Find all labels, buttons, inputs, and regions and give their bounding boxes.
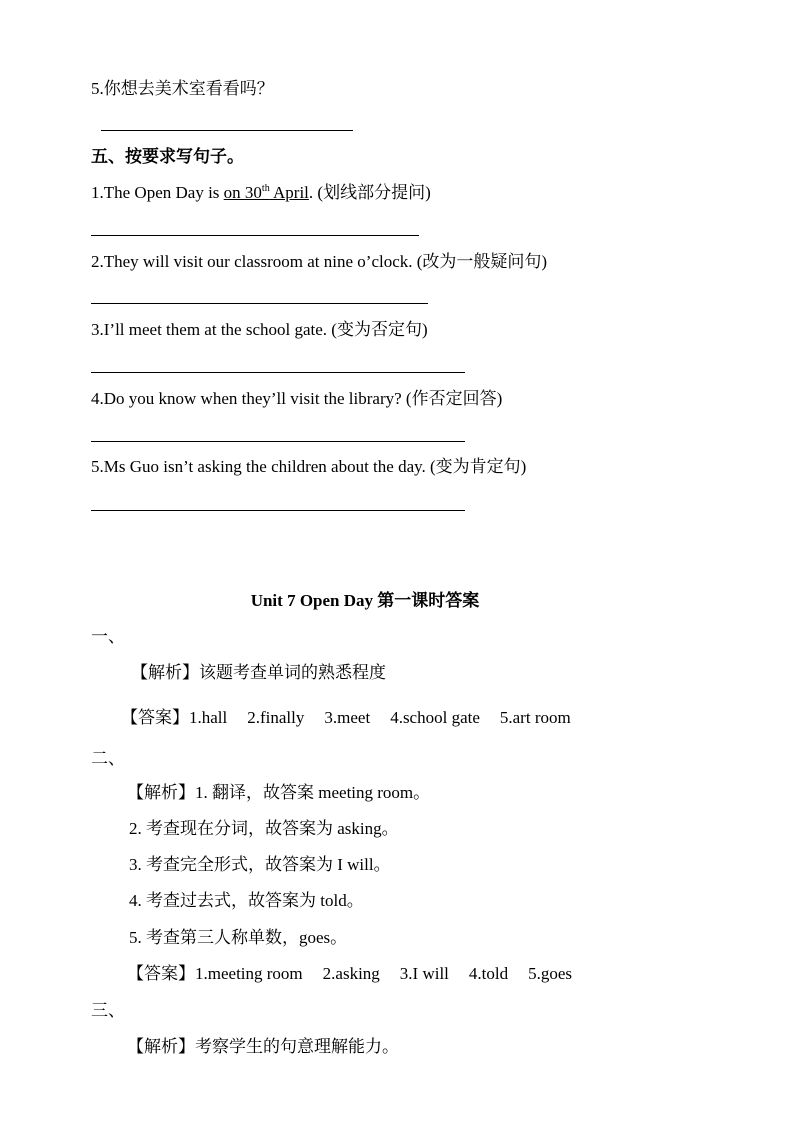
answer-line-part5-q1[interactable] (91, 235, 419, 236)
answer-line-part4-q5[interactable] (101, 130, 353, 131)
q1-prefix: 1.The Open Day is (91, 183, 224, 202)
answers-sec1-answer: 【答案】1.hall 2.finally 3.meet 4.school gate 5.art room (121, 708, 571, 727)
answer-line-part5-q2[interactable] (91, 303, 428, 304)
answer-line-part5-q5[interactable] (91, 510, 465, 511)
answer-item: 2.finally (247, 708, 305, 727)
answer-key-title: Unit 7 Open Day 第一课时答案 (250, 591, 480, 610)
answer-item: 4.told (468, 964, 509, 983)
answer-line-part5-q3[interactable] (91, 372, 465, 373)
part4-q5: 5.你想去美术室看看吗？ (91, 79, 274, 98)
answers-sec2-analysis-1: 【解析】1. 翻译，故答案 meeting room。 (127, 783, 431, 802)
answers-sec1-analysis: 【解析】该题考查单词的熟悉程度 (131, 663, 386, 682)
answer-item: 3.I will (399, 964, 449, 983)
answer-item: 3.meet (324, 708, 371, 727)
answer-item: 5.goes (528, 964, 573, 983)
answer-line-part5-q4[interactable] (91, 441, 465, 442)
answer-item: 1.hall (189, 708, 228, 727)
answers-sec2-analysis-4: 4. 考查过去式，故答案为 told。 (129, 891, 364, 910)
part5-q3: 3.I’ll meet them at the school gate. (变为否定句) (91, 320, 428, 339)
answer-item: 4.school gate (390, 708, 480, 727)
answers-sec2-analysis-3: 3. 考查完全形式，故答案为 I will。 (129, 855, 391, 874)
q1-suffix: . (划线部分提问) (308, 183, 431, 202)
answers-sec2-label: 二、 (91, 749, 125, 768)
answers-sec2-analysis-5: 5. 考查第三人称单数，goes。 (129, 928, 348, 947)
answers-sec2-analysis-2: 2. 考查现在分词，故答案为 asking。 (129, 819, 399, 838)
part5-q5: 5.Ms Guo isn’t asking the children about the day. (变为肯定句) (91, 457, 527, 476)
part5-q2: 2.They will visit our classroom at nine o’clock. (改为一般疑问句) (91, 252, 548, 271)
answers-sec2-answer: 【答案】1.meeting room 2.asking 3.I will 4.told 5.goes (127, 964, 573, 983)
part5-q4: 4.Do you know when they’ll visit the library? (作否定回答) (91, 389, 503, 408)
part5-heading: 五、按要求写句子。 (91, 147, 244, 166)
answers-sec3-label: 三、 (91, 1001, 125, 1020)
answers-sec3-analysis: 【解析】考察学生的句意理解能力。 (127, 1037, 399, 1056)
answer-item: 5.art room (499, 708, 571, 727)
answer-item: 1.meeting room (195, 964, 303, 983)
answer-item: 2.asking (322, 964, 380, 983)
q1-underlined-part: on 30th April (223, 183, 309, 202)
answers-sec1-label: 一、 (91, 627, 125, 646)
part5-q1 (91, 184, 431, 201)
